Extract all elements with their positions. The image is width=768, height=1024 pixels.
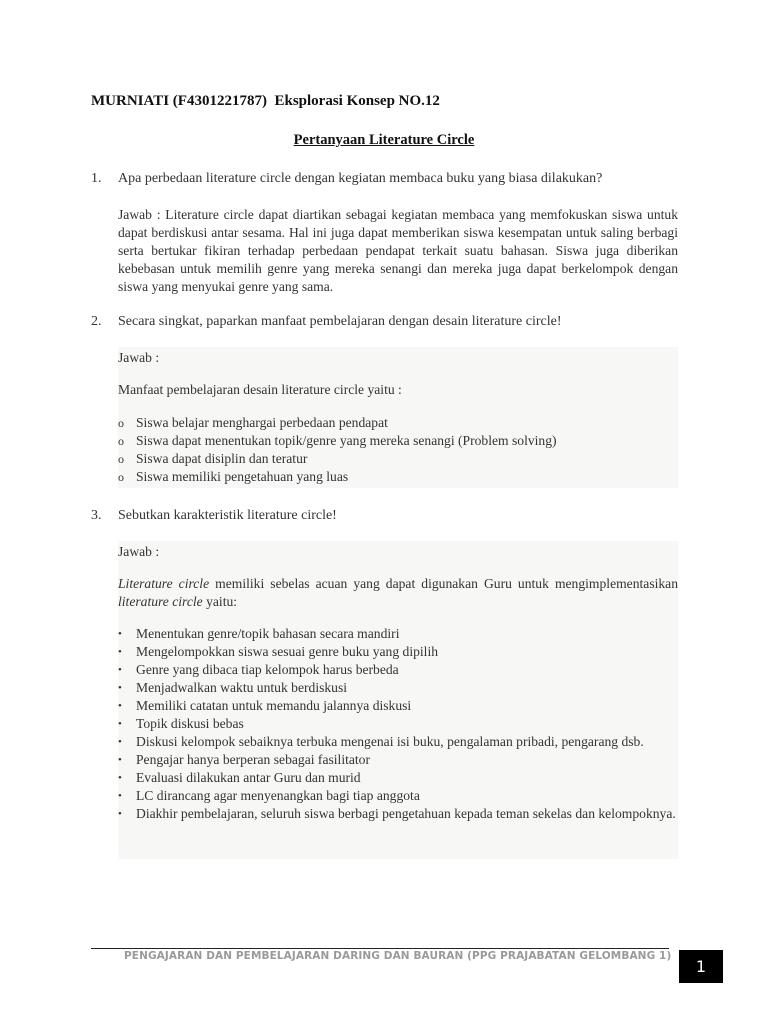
list-item: • Memiliki catatan untuk memandu jalannya diskusi [118,698,412,713]
page-number: 1 [679,950,723,983]
list-item: • Genre yang dibaca tiap kelompok harus berbeda [118,662,399,677]
list-item: o Siswa dapat disiplin dan teratur [118,451,308,466]
question-number: 3. [91,508,102,523]
list-item: • Menjadwalkan waktu untuk berdiskusi [118,680,348,695]
answer-2-block [118,347,678,488]
list-item: • Pengajar hanya berperan sebagai fasilitator [118,752,371,767]
author-name: MURNIATI (F4301221787) [91,93,267,109]
answer-intro: Manfaat pembelajaran desain literature circle yaitu : [118,382,402,397]
question-text: Sebutkan karakteristik literature circle! [118,508,337,523]
question-text: Secara singkat, paparkan manfaat pembelajaran dengan desain literature circle! [118,314,562,329]
list-item: • Mengelompokkan siswa sesuai genre buku yang dipilih [118,644,439,659]
answer-label: Jawab : [118,544,160,559]
list-item: • Diakhir pembelajaran, seluruh siswa berbagi pengetahuan kepada teman sekelas dan kelompoknya. [118,806,676,821]
list-item: • Evaluasi dilakukan antar Guru dan murid [118,770,361,785]
answer-intro: Literature circle memiliki sebelas acuan yang dapat digunakan Guru untuk mengimplementasikan literature circle yaitu: [118,576,679,609]
list-item: o Siswa belajar menghargai perbedaan pendapat [118,415,388,430]
characteristic-list [118,625,678,823]
assignment-topic: Eksplorasi Konsep NO.12 [274,93,440,109]
list-item: o Siswa dapat menentukan topik/genre yang mereka senangi (Problem solving) [118,433,557,448]
answer-label: Jawab : [118,350,160,365]
page-title: Pertanyaan Literature Circle [293,132,475,148]
question-number: 2. [91,314,102,329]
question-number: 1. [91,171,102,186]
list-item: • Topik diskusi bebas [118,716,244,731]
question-text: Apa perbedaan literature circle dengan kegiatan membaca buku yang biasa dilakukan? [118,171,603,186]
answer-1: Jawab : Literature circle dapat diartikan sebagai kegiatan membaca yang memfokuskan siswa untuk dapat berdiskusi antar sesama. Hal ini juga dapat memberikan siswa kesempatan untuk saling berbagi serta bertukar fikiran terhadap perbedaan pendapat terkait suatu bahasan. Siswa juga diberikan kebebasan untuk memilih genre yang mereka senangi dan mereka juga dapat berkelompok dengan siswa yang menyukai genre yang sama. [118,207,678,294]
list-item: • LC dirancang agar menyenangkan bagi tiap anggota [118,788,420,803]
document-header [91,93,440,110]
footer-text: PENGAJARAN DAN PEMBELAJARAN DARING DAN BAURAN (PPG PRAJABATAN GELOMBANG 1) [124,950,672,962]
list-item: o Siswa memiliki pengetahuan yang luas [118,469,349,484]
answer-3-block [118,541,678,859]
footer-divider [91,948,669,949]
list-item: • Menentukan genre/topik bahasan secara mandiri [118,626,400,641]
benefit-list [118,414,678,486]
list-item: • Diskusi kelompok sebaiknya terbuka mengenai isi buku, pengalaman pribadi, pengarang dsb. [118,734,644,749]
